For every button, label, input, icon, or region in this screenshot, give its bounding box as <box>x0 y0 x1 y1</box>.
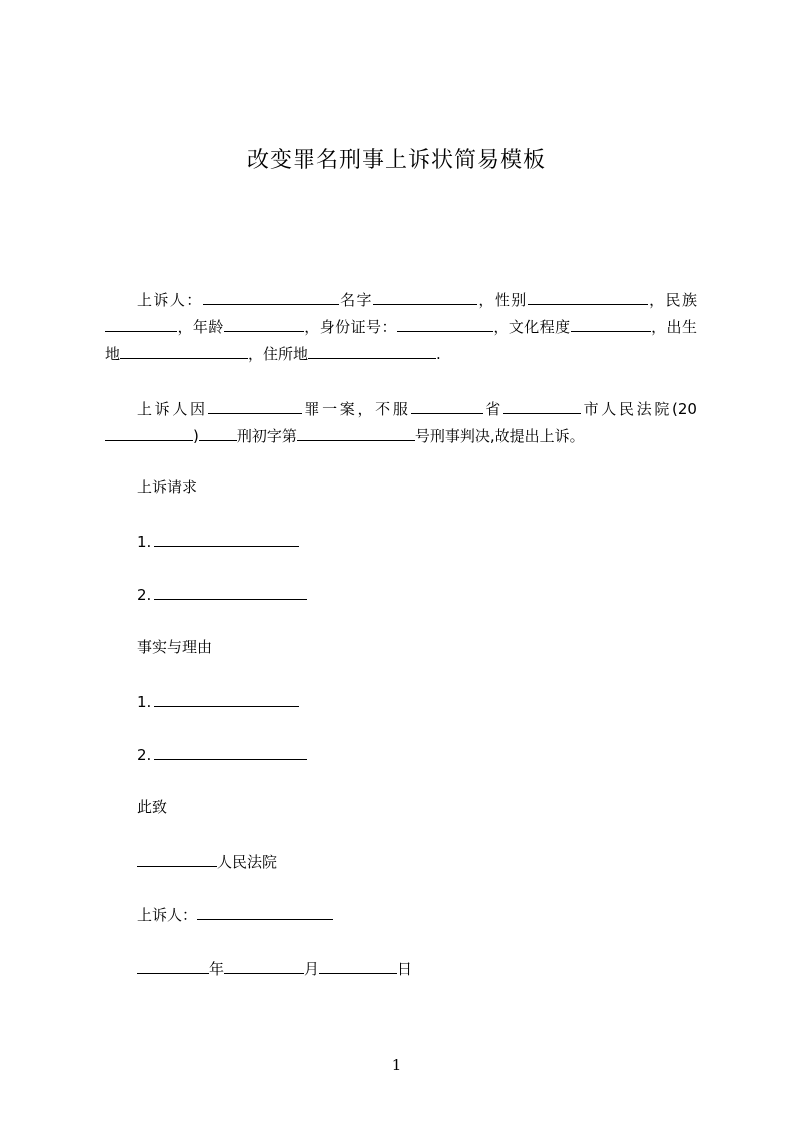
birthplace-label: ，出生地 <box>105 318 697 363</box>
id-number-blank[interactable] <box>397 316 493 332</box>
appeal-request-heading: 上诉请求 <box>137 478 198 496</box>
court-name-blank[interactable] <box>137 851 217 867</box>
facts-item-1-number: 1. <box>137 693 152 711</box>
appellant-blank[interactable] <box>203 289 339 305</box>
court-suffix: 人民法院 <box>217 853 278 871</box>
case-intro: 上诉人因 <box>137 400 208 418</box>
court-line <box>137 851 277 872</box>
appellant-label: 上诉人： <box>137 291 203 309</box>
crime-label: 罪一案，不服 <box>301 400 411 418</box>
education-label: ，文化程度 <box>492 318 571 336</box>
salutation: 此致 <box>137 798 168 816</box>
crime-blank[interactable] <box>208 398 302 414</box>
province-label: 省 <box>482 400 503 418</box>
signature-blank[interactable] <box>197 904 333 920</box>
criminal-label: 刑初字第 <box>236 427 297 445</box>
day-field-blank[interactable] <box>319 958 397 974</box>
request-item-2-blank[interactable] <box>154 584 307 600</box>
day-label: 日 <box>397 960 413 978</box>
request-item-1-blank[interactable] <box>154 531 299 547</box>
end-mark: . <box>436 345 441 363</box>
signature-line <box>137 904 333 925</box>
facts-item-2-number: 2. <box>137 746 152 764</box>
ethnicity-label: ，民族 <box>647 291 697 309</box>
facts-item-2 <box>137 744 307 765</box>
case-closing: 号刑事判决,故提出上诉。 <box>414 427 585 445</box>
city-blank[interactable] <box>503 398 581 414</box>
gender-blank[interactable] <box>528 289 648 305</box>
ethnicity-blank[interactable] <box>105 316 177 332</box>
signature-label: 上诉人： <box>137 906 198 924</box>
name-blank[interactable] <box>373 289 477 305</box>
name-label: 名字 <box>338 291 373 309</box>
residence-blank[interactable] <box>308 343 436 359</box>
request-item-1 <box>137 531 299 552</box>
case-number-blank[interactable] <box>297 425 415 441</box>
date-line <box>137 958 412 979</box>
facts-item-1-blank[interactable] <box>154 691 299 707</box>
paren-close: ) <box>193 427 199 445</box>
facts-heading: 事实与理由 <box>137 638 213 656</box>
facts-item-2-blank[interactable] <box>154 744 307 760</box>
age-blank[interactable] <box>224 316 304 332</box>
page-number: 1 <box>391 1056 402 1074</box>
gender-label: ，性别 <box>476 291 528 309</box>
request-item-2 <box>137 584 307 605</box>
court-label: 市人民法院(20 <box>580 400 697 418</box>
year-field-blank[interactable] <box>137 958 209 974</box>
month-label: 月 <box>304 960 320 978</box>
year-label: 年 <box>209 960 225 978</box>
residence-label: ，住所地 <box>248 345 309 363</box>
case-paragraph <box>105 396 697 450</box>
age-label: ，年龄 <box>177 318 224 336</box>
facts-item-1 <box>137 691 299 712</box>
id-number-label: ，身份证号： <box>303 318 397 336</box>
education-blank[interactable] <box>571 316 651 332</box>
document-title: 改变罪名刑事上诉状简易模板 <box>246 148 546 173</box>
request-item-1-number: 1. <box>137 533 152 551</box>
appellant-info-paragraph <box>105 287 697 368</box>
month-field-blank[interactable] <box>224 958 304 974</box>
year-blank[interactable] <box>105 425 193 441</box>
request-item-2-number: 2. <box>137 586 152 604</box>
birthplace-blank[interactable] <box>120 343 248 359</box>
court-code-blank[interactable] <box>199 425 237 441</box>
province-blank[interactable] <box>411 398 483 414</box>
